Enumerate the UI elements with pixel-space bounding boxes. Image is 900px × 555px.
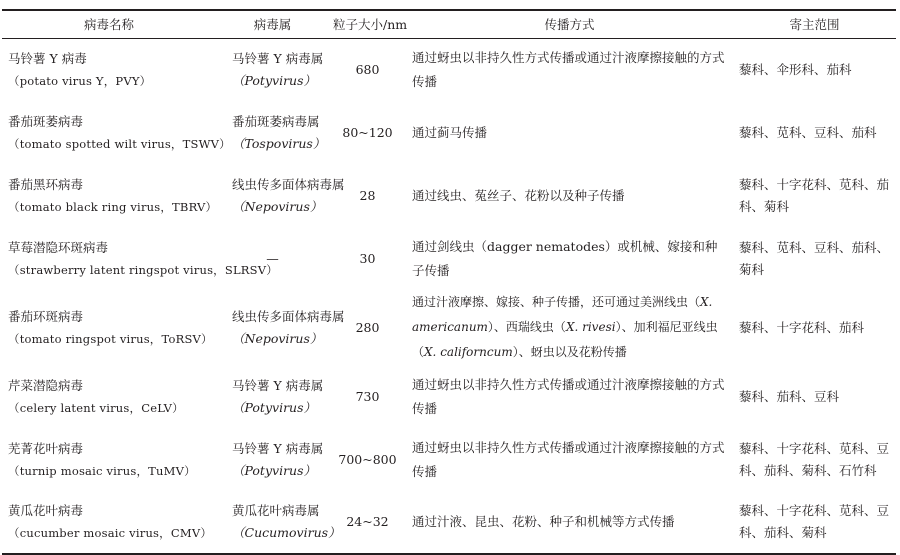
genus-cell bbox=[216, 290, 345, 365]
host-range: 藜科、十字花科、苋科、豆科、茄科、菊科、石竹科 bbox=[739, 440, 890, 478]
genus-cn: 马铃薯 Y 病毒属 bbox=[232, 377, 324, 393]
table-row bbox=[2, 38, 896, 101]
genus-cn: 线虫传多面体病毒属 bbox=[232, 308, 345, 324]
genus-cell bbox=[216, 101, 329, 164]
virus-name-en: （potato virus Y，PVY） bbox=[8, 73, 152, 88]
genus-latin: （Potyvirus） bbox=[232, 462, 317, 478]
table-row bbox=[2, 290, 896, 365]
genus-cn: 马铃薯 Y 病毒属 bbox=[232, 50, 324, 66]
virus-name-cn: 芜菁花叶病毒 bbox=[8, 440, 84, 456]
transmission: 通过汁液、昆虫、花粉、种子和机械等方式传播 bbox=[406, 491, 733, 554]
particle-size: 280 bbox=[355, 319, 380, 335]
virus-name-en: （celery latent virus，CeLV） bbox=[8, 400, 184, 415]
virus-name-cell bbox=[2, 491, 216, 554]
genus-latin: （Tospovirus） bbox=[232, 135, 326, 151]
host-range: 藜科、伞形科、茄科 bbox=[739, 61, 852, 77]
transmission-text: ）、蚜虫以及花粉传播 bbox=[512, 345, 627, 359]
genus-latin: （Potyvirus） bbox=[232, 72, 317, 88]
virus-name-en: （strawberry latent ringspot virus，SLRSV） bbox=[8, 262, 278, 277]
virus-name-cell bbox=[2, 101, 231, 164]
species-latin: X. rivesi bbox=[565, 320, 616, 334]
particle-size: 30 bbox=[359, 250, 376, 266]
virus-name-cn: 马铃薯 Y 病毒 bbox=[8, 50, 87, 66]
species-latin: X. americanum bbox=[412, 295, 713, 334]
particle-size: 80~120 bbox=[342, 124, 393, 140]
virus-name-en: （turnip mosaic virus，TuMV） bbox=[8, 463, 196, 478]
virus-name-cn: 芹菜潜隐病毒 bbox=[8, 377, 84, 393]
header-transmission: 传播方式 bbox=[406, 10, 733, 38]
virus-table bbox=[2, 9, 896, 555]
particle-size: 680 bbox=[355, 61, 380, 77]
transmission-text: ）、加利福尼亚线虫（ bbox=[412, 320, 718, 359]
genus-latin: （Nepovirus） bbox=[232, 198, 323, 214]
header-size: 粒子大小/nm bbox=[329, 10, 406, 38]
transmission: 通过蓟马传播 bbox=[412, 124, 488, 140]
host-range: 藜科、十字花科、苋科、茄科、菊科 bbox=[739, 176, 890, 214]
particle-size: 700~800 bbox=[338, 451, 397, 467]
virus-name-cell bbox=[2, 365, 216, 428]
genus-cell bbox=[216, 164, 345, 227]
header-name: 病毒名称 bbox=[2, 10, 216, 38]
transmission-text: 通过汁液摩擦、嫁接、种子传播，还可通过美洲线虫（ bbox=[412, 295, 701, 309]
header-genus: 病毒属 bbox=[216, 10, 329, 38]
transmission: 通过线虫、菟丝子、花粉以及种子传播 bbox=[412, 187, 625, 203]
genus-cell bbox=[216, 428, 329, 491]
table-row bbox=[2, 428, 896, 491]
genus-latin: （Cucumovirus） bbox=[232, 525, 341, 540]
particle-size: 24~32 bbox=[329, 491, 406, 554]
virus-name-cell bbox=[2, 227, 278, 290]
virus-name-cn: 番茄斑萎病毒 bbox=[8, 113, 84, 129]
particle-size: 28 bbox=[359, 187, 376, 203]
virus-name-cn: 番茄黑环病毒 bbox=[8, 176, 84, 192]
table-row bbox=[2, 101, 896, 164]
transmission: 通过蚜虫以非持久性方式传播或通过汁液摩擦接触的方式传播 bbox=[412, 439, 725, 479]
genus-cn: 马铃薯 Y 病毒属 bbox=[232, 440, 324, 456]
genus-cn: 番茄斑萎病毒属 bbox=[232, 113, 320, 129]
virus-name-en: （tomato spotted wilt virus，TSWV） bbox=[8, 136, 231, 151]
transmission: 通过蚜虫以非持久性方式传播或通过汁液摩擦接触的方式传播 bbox=[412, 376, 725, 416]
table-row bbox=[2, 365, 896, 428]
particle-size: 730 bbox=[355, 388, 380, 404]
genus-cn: — bbox=[266, 250, 279, 266]
virus-name-cell bbox=[2, 164, 216, 227]
virus-name-en: （tomato ringspot virus，ToRSV） bbox=[8, 331, 213, 346]
table-row bbox=[2, 164, 896, 227]
transmission: 通过蚜虫以非持久性方式传播或通过汁液摩擦接触的方式传播 bbox=[412, 49, 725, 89]
genus-latin: （Potyvirus） bbox=[232, 399, 317, 415]
host-range: 藜科、十字花科、苋科、豆科、茄科、菊科 bbox=[733, 491, 896, 554]
transmission: 通过剑线虫（dagger nematodes）或机械、嫁接和种子传播 bbox=[412, 238, 718, 278]
genus-cn: 黄瓜花叶病毒属 bbox=[232, 503, 320, 518]
table-row bbox=[2, 227, 896, 290]
genus-latin: （Nepovirus） bbox=[232, 330, 323, 346]
header-row bbox=[2, 10, 896, 38]
virus-name-cell bbox=[2, 38, 216, 101]
host-range: 藜科、苋科、豆科、茄科、菊科 bbox=[739, 239, 890, 277]
header-hosts: 寄主范围 bbox=[733, 10, 896, 38]
virus-name-cn: 黄瓜花叶病毒 bbox=[8, 503, 84, 518]
species-latin: X. californcum bbox=[424, 345, 513, 359]
genus-cn: 线虫传多面体病毒属 bbox=[232, 176, 345, 192]
transmission bbox=[406, 290, 733, 365]
virus-name-cn: 草莓潜隐环斑病毒 bbox=[8, 239, 109, 255]
genus-cell bbox=[216, 491, 341, 554]
virus-name-cell bbox=[2, 290, 216, 365]
genus-cell bbox=[216, 227, 329, 290]
host-range: 藜科、苋科、豆科、茄科 bbox=[739, 124, 877, 140]
virus-name-cell bbox=[2, 428, 216, 491]
virus-name-cn: 番茄环斑病毒 bbox=[8, 308, 84, 324]
genus-cell bbox=[216, 365, 329, 428]
table-row bbox=[2, 491, 896, 554]
transmission-text: ）、西瑞线虫（ bbox=[487, 320, 566, 334]
host-range: 藜科、十字花科、茄科 bbox=[739, 319, 865, 335]
genus-cell bbox=[216, 38, 329, 101]
virus-name-en: （cucumber mosaic virus，CMV） bbox=[8, 526, 213, 540]
virus-name-en: （tomato black ring virus，TBRV） bbox=[8, 199, 218, 214]
host-range: 藜科、茄科、豆科 bbox=[739, 388, 840, 404]
